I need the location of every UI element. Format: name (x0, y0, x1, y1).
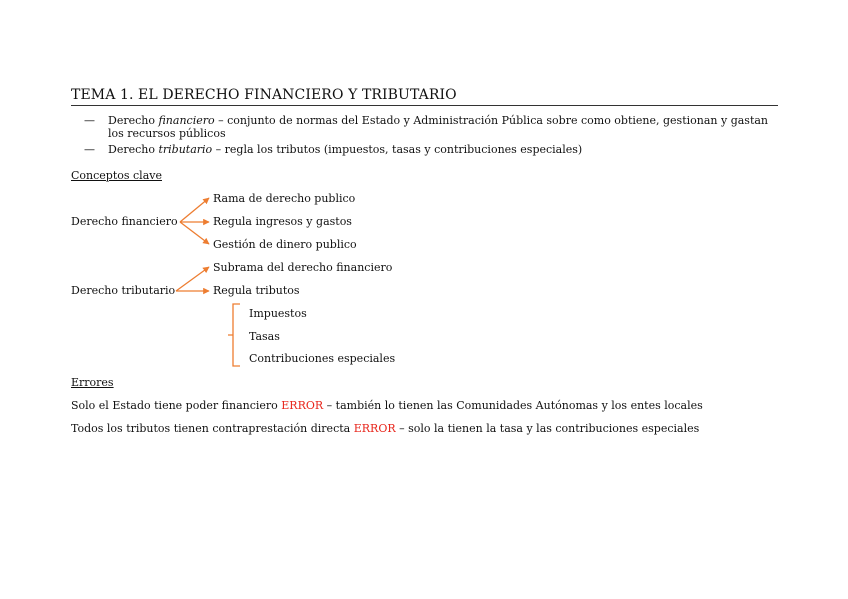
error-line (71, 399, 703, 413)
error-statement: Solo el Estado tiene poder financiero (71, 399, 282, 412)
arrow-icon (180, 222, 209, 244)
tributo-item: Contribuciones especiales (249, 352, 396, 365)
error-statement: Todos los tributos tienen contraprestación directa (71, 422, 354, 435)
concept-financiero-label: Derecho financiero (71, 215, 178, 228)
error-correction: – también lo tienen las Comunidades Autónomas y los entes locales (323, 399, 703, 412)
definition-term: tributario (158, 143, 213, 156)
definition-text: – conjunto de normas del Estado y Administración Pública sobre como obtiene, gestionan y gastan los recursos públicos (108, 114, 769, 140)
tributo-item: Tasas (249, 330, 280, 343)
conceptos-heading: Conceptos clave (71, 169, 162, 182)
arrow-icon (180, 198, 209, 222)
concept-tributario-label: Derecho tributario (71, 284, 176, 297)
definition-prefix: Derecho (108, 114, 159, 127)
error-flag: ERROR (353, 422, 396, 435)
definition-term: financiero (158, 114, 215, 127)
errores-heading: Errores (71, 376, 114, 389)
concept-item: Subrama del derecho financiero (213, 261, 393, 274)
concept-item: Gestión de dinero publico (213, 238, 357, 251)
bracket-icon (228, 304, 240, 366)
concept-item: Regula ingresos y gastos (213, 215, 352, 228)
error-flag: ERROR (281, 399, 324, 412)
dash-bullet: — (84, 114, 95, 127)
page-title: TEMA 1. EL DERECHO FINANCIERO Y TRIBUTARIO (71, 86, 778, 106)
dash-bullet: — (84, 143, 95, 156)
concept-item: Regula tributos (213, 284, 300, 297)
error-correction: – solo la tienen la tasa y las contribuciones especiales (395, 422, 700, 435)
definition-prefix: Derecho (108, 143, 159, 156)
definition-text: – regla los tributos (impuestos, tasas y contribuciones especiales) (212, 143, 583, 156)
concept-item: Rama de derecho publico (213, 192, 356, 205)
arrow-icon (176, 267, 209, 291)
tributo-item: Impuestos (249, 307, 307, 320)
error-line (71, 422, 699, 436)
